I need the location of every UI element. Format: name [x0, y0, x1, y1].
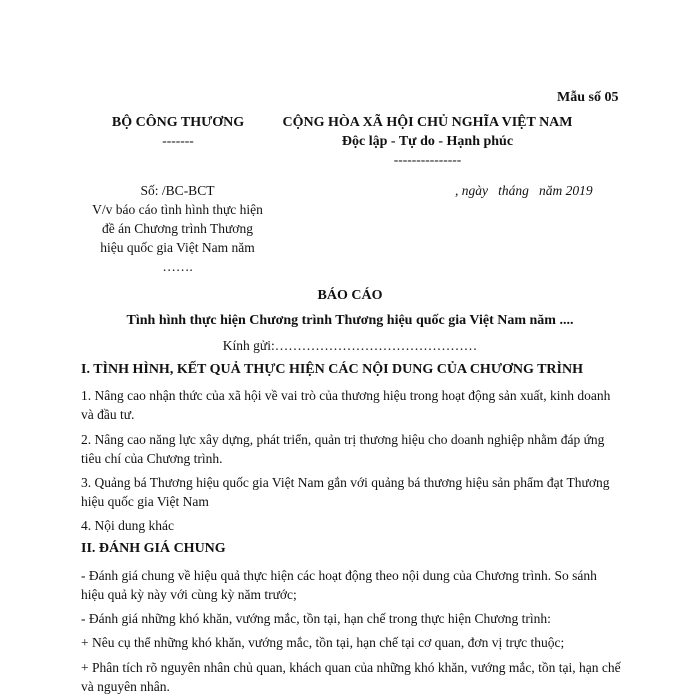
- ministry-name: BỘ CÔNG THƯƠNG: [111, 115, 245, 130]
- subject-line: V/v báo cáo tình hình thực hiện: [92, 202, 263, 217]
- recipient-line: Kính gửi:………………………………………: [222, 338, 478, 353]
- section-paragraph: 1. Nâng cao nhận thức của xã hội về vai trò của thương hiệu trong hoạt động sản xuất, kinh doanh và đầu tư.: [81, 388, 611, 422]
- subject-line: hiệu quốc gia Việt Nam năm: [100, 240, 255, 255]
- document-date: , ngày tháng năm 2019: [455, 183, 593, 198]
- section-heading: I. TÌNH HÌNH, KẾT QUẢ THỰC HIỆN CÁC NỘI DUNG CỦA CHƯƠNG TRÌNH: [81, 362, 583, 377]
- section-heading: II. ĐÁNH GIÁ CHUNG: [81, 541, 226, 556]
- section-paragraph: - Đánh giá chung về hiệu quả thực hiện các hoạt động theo nội dung của Chương trình. So sánh hiệu quả kỳ này với cùng kỳ năm trước;: [81, 568, 597, 602]
- section-paragraph: + Nêu cụ thể những khó khăn, vướng mắc, tồn tại, hạn chế tại cơ quan, đơn vị trực thuộc;: [81, 635, 565, 650]
- report-subtitle: Tình hình thực hiện Chương trình Thương hiệu quốc gia Việt Nam năm ....: [126, 313, 574, 328]
- subject-line: đề án Chương trình Thương: [102, 221, 253, 236]
- form-number: Mẫu số 05: [557, 90, 619, 105]
- subject-line: …….: [162, 259, 193, 274]
- report-title: BÁO CÁO: [317, 288, 383, 303]
- motto-rule: ---------------: [393, 152, 462, 167]
- ministry-rule: -------: [162, 133, 194, 148]
- document-number: Số: /BC-BCT: [140, 183, 215, 198]
- national-motto: Độc lập - Tự do - Hạnh phúc: [341, 134, 514, 149]
- section-paragraph: + Phân tích rõ nguyên nhân chủ quan, khách quan của những khó khăn, vướng mắc, tồn tại, hạn chế và nguyên nhân.: [81, 660, 621, 694]
- section-paragraph: 4. Nội dung khác: [81, 518, 174, 533]
- nation-name: CỘNG HÒA XÃ HỘI CHỦ NGHĨA VIỆT NAM: [282, 115, 573, 130]
- section-paragraph: - Đánh giá những khó khăn, vướng mắc, tồn tại, hạn chế trong thực hiện Chương trình:: [81, 611, 551, 626]
- section-paragraph: 3. Quảng bá Thương hiệu quốc gia Việt Nam gắn với quảng bá thương hiệu sản phẩm đạt Thương hiệu quốc gia Việt Nam: [81, 475, 610, 509]
- section-paragraph: 2. Nâng cao năng lực xây dựng, phát triển, quản trị thương hiệu cho doanh nghiệp nhằm đáp ứng tiêu chí của Chương trình.: [81, 432, 605, 466]
